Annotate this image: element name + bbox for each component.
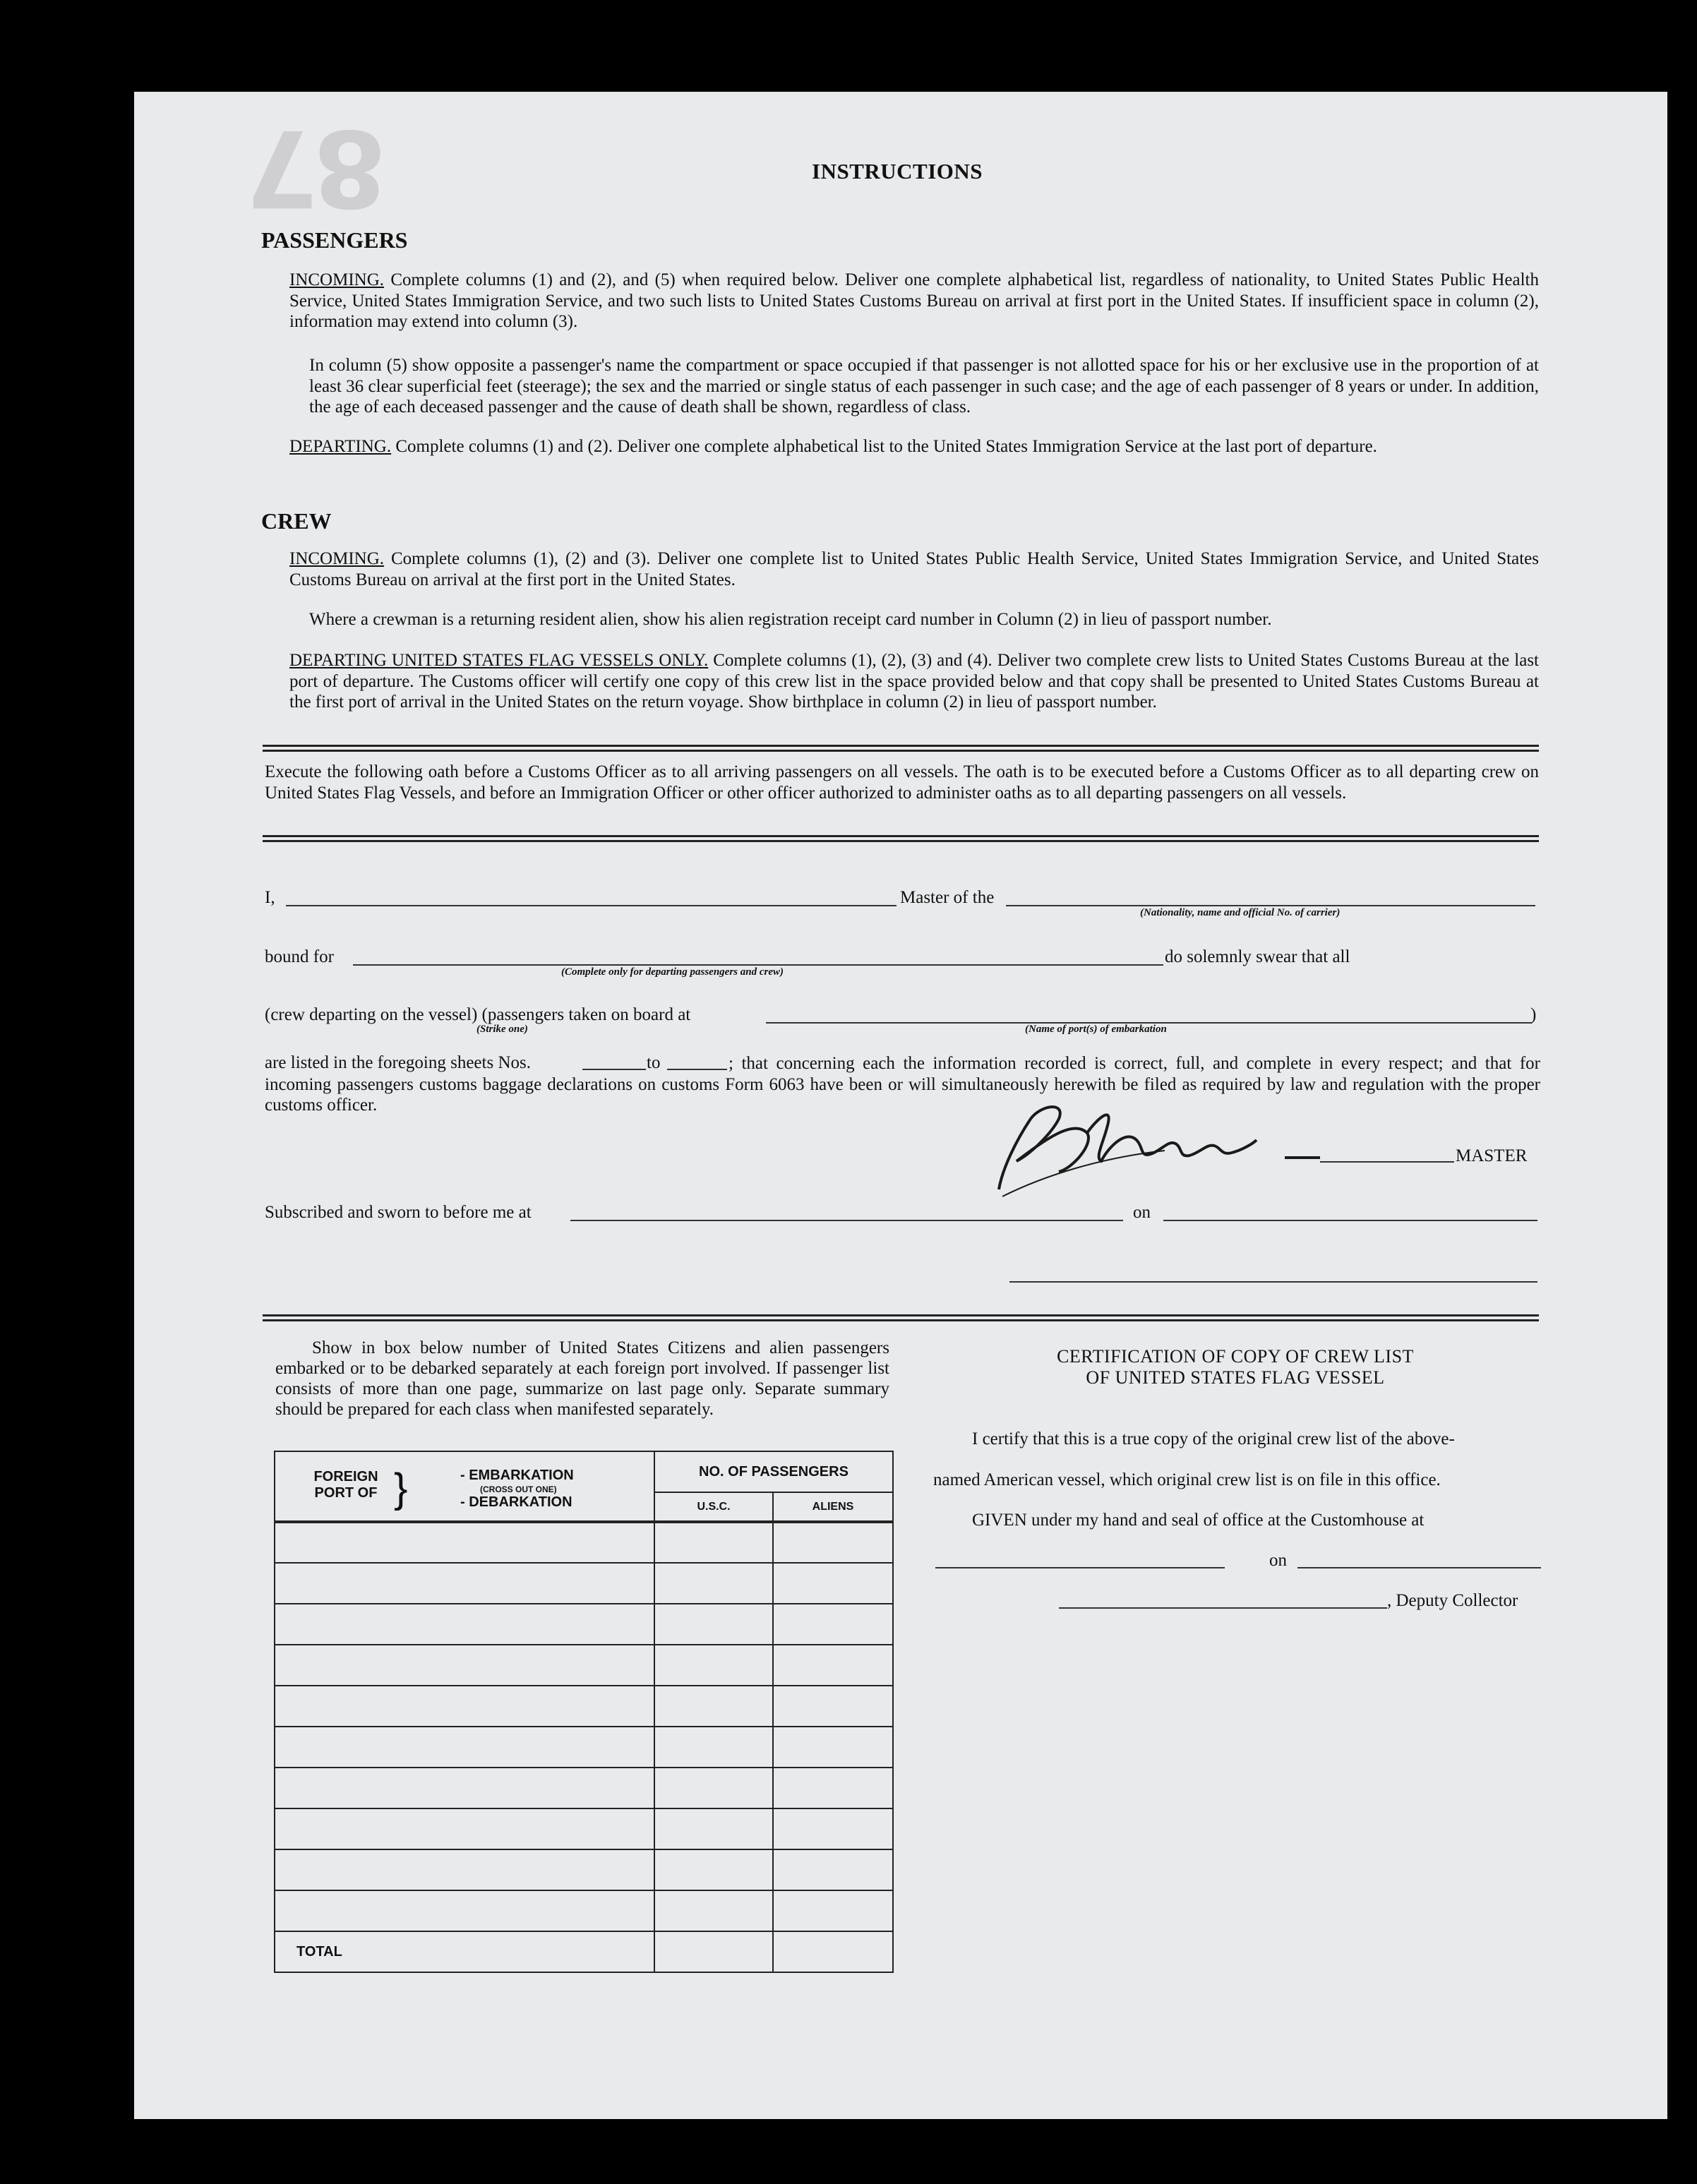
deputy-signature-field[interactable] — [1059, 1607, 1387, 1609]
passengers-incoming — [289, 270, 1539, 332]
table-row — [275, 1563, 893, 1604]
sheets-to-label: to — [647, 1053, 661, 1072]
ports-hint: (Name of port(s) of embarkation — [1025, 1024, 1167, 1035]
table-row — [275, 1686, 893, 1727]
port-cell[interactable] — [275, 1808, 654, 1849]
nationality-hint: (Nationality, name and official No. of carrier) — [1140, 907, 1341, 918]
crew-departing-label: (crew departing on the vessel) (passengers taken on board at — [265, 1005, 691, 1024]
sheets-label: are listed in the foregoing sheets Nos. — [265, 1053, 531, 1072]
master-label: MASTER — [1456, 1146, 1528, 1165]
swear-label: do solemnly swear that all — [1165, 947, 1350, 966]
aliens-cell[interactable] — [773, 1849, 893, 1890]
carrier-field[interactable] — [1006, 905, 1535, 906]
port-header — [275, 1451, 654, 1522]
crew-incoming — [289, 548, 1539, 590]
bound-for-label: bound for — [265, 947, 334, 966]
aliens-cell[interactable] — [773, 1768, 893, 1808]
usc-cell[interactable] — [654, 1768, 773, 1808]
usc-cell[interactable] — [654, 1604, 773, 1645]
total-label: TOTAL — [275, 1931, 654, 1972]
port-cell[interactable] — [275, 1686, 654, 1727]
divider — [263, 1314, 1539, 1321]
crew-incoming-text: Complete columns (1), (2) and (3). Deliver one complete list to United States Public Health Service, United States Immigration Service, and United States Customs Bureau on arrival at the first port in the United States. — [289, 549, 1539, 589]
table-row — [275, 1849, 893, 1890]
aliens-cell[interactable] — [773, 1890, 893, 1931]
aliens-total-cell[interactable] — [773, 1931, 893, 1972]
crew-departing-lead: DEPARTING UNITED STATES FLAG VESSELS ONLY. — [289, 651, 709, 670]
bound-for-field[interactable] — [353, 964, 1163, 966]
aliens-cell[interactable] — [773, 1645, 893, 1686]
total-row — [275, 1931, 893, 1972]
sworn-location-field[interactable] — [570, 1220, 1123, 1221]
cert-date-field[interactable] — [1297, 1567, 1541, 1568]
debarkation-label: - DEBARKATION — [460, 1494, 572, 1510]
aliens-cell[interactable] — [773, 1686, 893, 1727]
crew-resident: Where a crewman is a returning resident alien, show his alien registration receipt card number in Column (2) in lieu of passport number. — [309, 610, 1272, 629]
oath-instructions: Execute the following oath before a Customs Officer as to all arriving passengers on all vessels. The oath is to be executed before a Customs Officer as to all departing crew on United States Flag Vessels, and before an Immigration Officer or other officer authorized to administer oaths as to all departing passengers on all vessels. — [265, 762, 1539, 803]
certify-text-1: I certify that this is a true copy of the original crew list of the above- — [972, 1429, 1455, 1448]
master-of-label: Master of the — [900, 888, 995, 907]
port-cell[interactable] — [275, 1563, 654, 1604]
certification-title-line1: CERTIFICATION OF COPY OF CREW LIST — [1057, 1346, 1414, 1367]
table-row — [275, 1604, 893, 1645]
passengers-incoming-lead: INCOMING. — [289, 270, 385, 289]
port-cell[interactable] — [275, 1604, 654, 1645]
usc-cell[interactable] — [654, 1645, 773, 1686]
certification-title-line2: OF UNITED STATES FLAG VESSEL — [1086, 1367, 1385, 1388]
aliens-cell[interactable] — [773, 1522, 893, 1563]
table-row — [275, 1522, 893, 1563]
sworn-date-field[interactable] — [1163, 1220, 1537, 1221]
table-row — [275, 1768, 893, 1808]
oath-i-label: I, — [265, 888, 275, 907]
table-row — [275, 1890, 893, 1931]
passengers-departing-text: Complete columns (1) and (2). Deliver one complete alphabetical list to the United States Immigration Service at the last port of departure. — [395, 437, 1377, 456]
subscribed-label: Subscribed and sworn to before me at — [265, 1203, 532, 1222]
sheets-rest-text: ; that concerning each the information recorded is correct, full, and complete in every respect; and that for incoming passengers customs baggage declarations on customs Form 6063 have been or will simultaneously herewith be filed as required by law and regulation with the proper customs officer. — [265, 1054, 1540, 1115]
page-title: INSTRUCTIONS — [812, 159, 983, 184]
strike-one-hint: (Strike one) — [476, 1024, 528, 1035]
port-cell[interactable] — [275, 1768, 654, 1808]
cert-on-label: on — [1269, 1551, 1287, 1570]
port-cell[interactable] — [275, 1849, 654, 1890]
table-row — [275, 1645, 893, 1686]
master-signature-line[interactable] — [1320, 1161, 1454, 1163]
crossout-label: (CROSS OUT ONE) — [480, 1484, 557, 1494]
customhouse-field[interactable] — [935, 1567, 1225, 1568]
usc-total-cell[interactable] — [654, 1931, 773, 1972]
stamp-number: 87 — [251, 106, 387, 229]
passengers-incoming-text: Complete columns (1) and (2), and (5) when required below. Deliver one complete alphabetical list, regardless of nationality, to United States Public Health Service, United States Immigration Service, and two such lists to United States Customs Bureau on arrival at first port in the United States. If insufficient space in column (2), information may extend into column (3). — [289, 270, 1539, 331]
embarkation-label: - EMBARKATION — [460, 1468, 574, 1483]
usc-cell[interactable] — [654, 1727, 773, 1768]
port-cell[interactable] — [275, 1645, 654, 1686]
crew-heading: CREW — [261, 508, 332, 534]
certify-text-2: named American vessel, which original crew list is on file in this office. — [933, 1470, 1441, 1489]
given-text: GIVEN under my hand and seal of office at the Customhouse at — [972, 1511, 1425, 1530]
sworn-on-label: on — [1133, 1203, 1151, 1222]
port-cell[interactable] — [275, 1727, 654, 1768]
usc-cell[interactable] — [654, 1849, 773, 1890]
brace: } — [394, 1465, 408, 1511]
passenger-summary-table — [274, 1451, 894, 1973]
deputy-collector-label: , Deputy Collector — [1387, 1591, 1518, 1610]
usc-cell[interactable] — [654, 1563, 773, 1604]
port-cell[interactable] — [275, 1890, 654, 1931]
summary-instructions: Show in box below number of United States Citizens and alien passengers embarked or to be debarked separately at each foreign port involved. If passenger list consists of more than one page, summarize on last page only. Separate summary should be prepared for each class when manifested separately. — [275, 1338, 889, 1419]
table-row — [275, 1727, 893, 1768]
table-row — [275, 1808, 893, 1849]
aliens-cell[interactable] — [773, 1604, 893, 1645]
passengers-column5: In column (5) show opposite a passenger's name the compartment or space occupied if that passenger is not allotted space for his or her exclusive use in the proportion of at least 36 clear superficial feet (steerage); the sex and the married or single status of each passenger in such case; and the age of each passenger of 8 years or under. In addition, the age of each deceased passenger and the cause of death shall be shown, regardless of class. — [309, 356, 1539, 416]
crew-incoming-lead: INCOMING. — [289, 549, 385, 568]
master-name-field[interactable] — [286, 905, 897, 906]
passengers-departing-lead: DEPARTING. — [289, 437, 392, 456]
crew-departing-text: Complete columns (1), (2), (3) and (4). Deliver two complete crew lists to United States Customs Bureau at the last port of departure. The Customs officer will certify one copy of this crew list in the space provided below and that copy shall be presented to United States Customs Bureau at the first port of arrival in the United States on the return voyage. Show birthplace in column (2) in lieu of passport number. — [289, 651, 1539, 712]
passengers-count-header: NO. OF PASSENGERS — [654, 1451, 893, 1492]
passengers-heading: PASSENGERS — [261, 227, 408, 253]
aliens-header: ALIENS — [773, 1492, 893, 1522]
divider — [263, 835, 1539, 842]
usc-cell[interactable] — [654, 1808, 773, 1849]
certification-title — [953, 1346, 1518, 1388]
usc-cell[interactable] — [654, 1522, 773, 1563]
usc-cell[interactable] — [654, 1686, 773, 1727]
usc-cell[interactable] — [654, 1890, 773, 1931]
port-cell[interactable] — [275, 1522, 654, 1563]
usc-header: U.S.C. — [654, 1492, 773, 1522]
close-paren: ) — [1530, 1005, 1537, 1024]
passengers-departing — [289, 436, 1539, 457]
foreign-port-label: FOREIGN PORT OF — [313, 1469, 378, 1501]
crew-departing — [289, 650, 1539, 713]
complete-only-hint: (Complete only for departing passengers and crew) — [561, 966, 784, 978]
divider — [263, 745, 1539, 752]
master-signature — [988, 1091, 1384, 1204]
aliens-cell[interactable] — [773, 1808, 893, 1849]
aliens-cell[interactable] — [773, 1563, 893, 1604]
officer-signature-field[interactable] — [1009, 1281, 1537, 1283]
aliens-cell[interactable] — [773, 1727, 893, 1768]
